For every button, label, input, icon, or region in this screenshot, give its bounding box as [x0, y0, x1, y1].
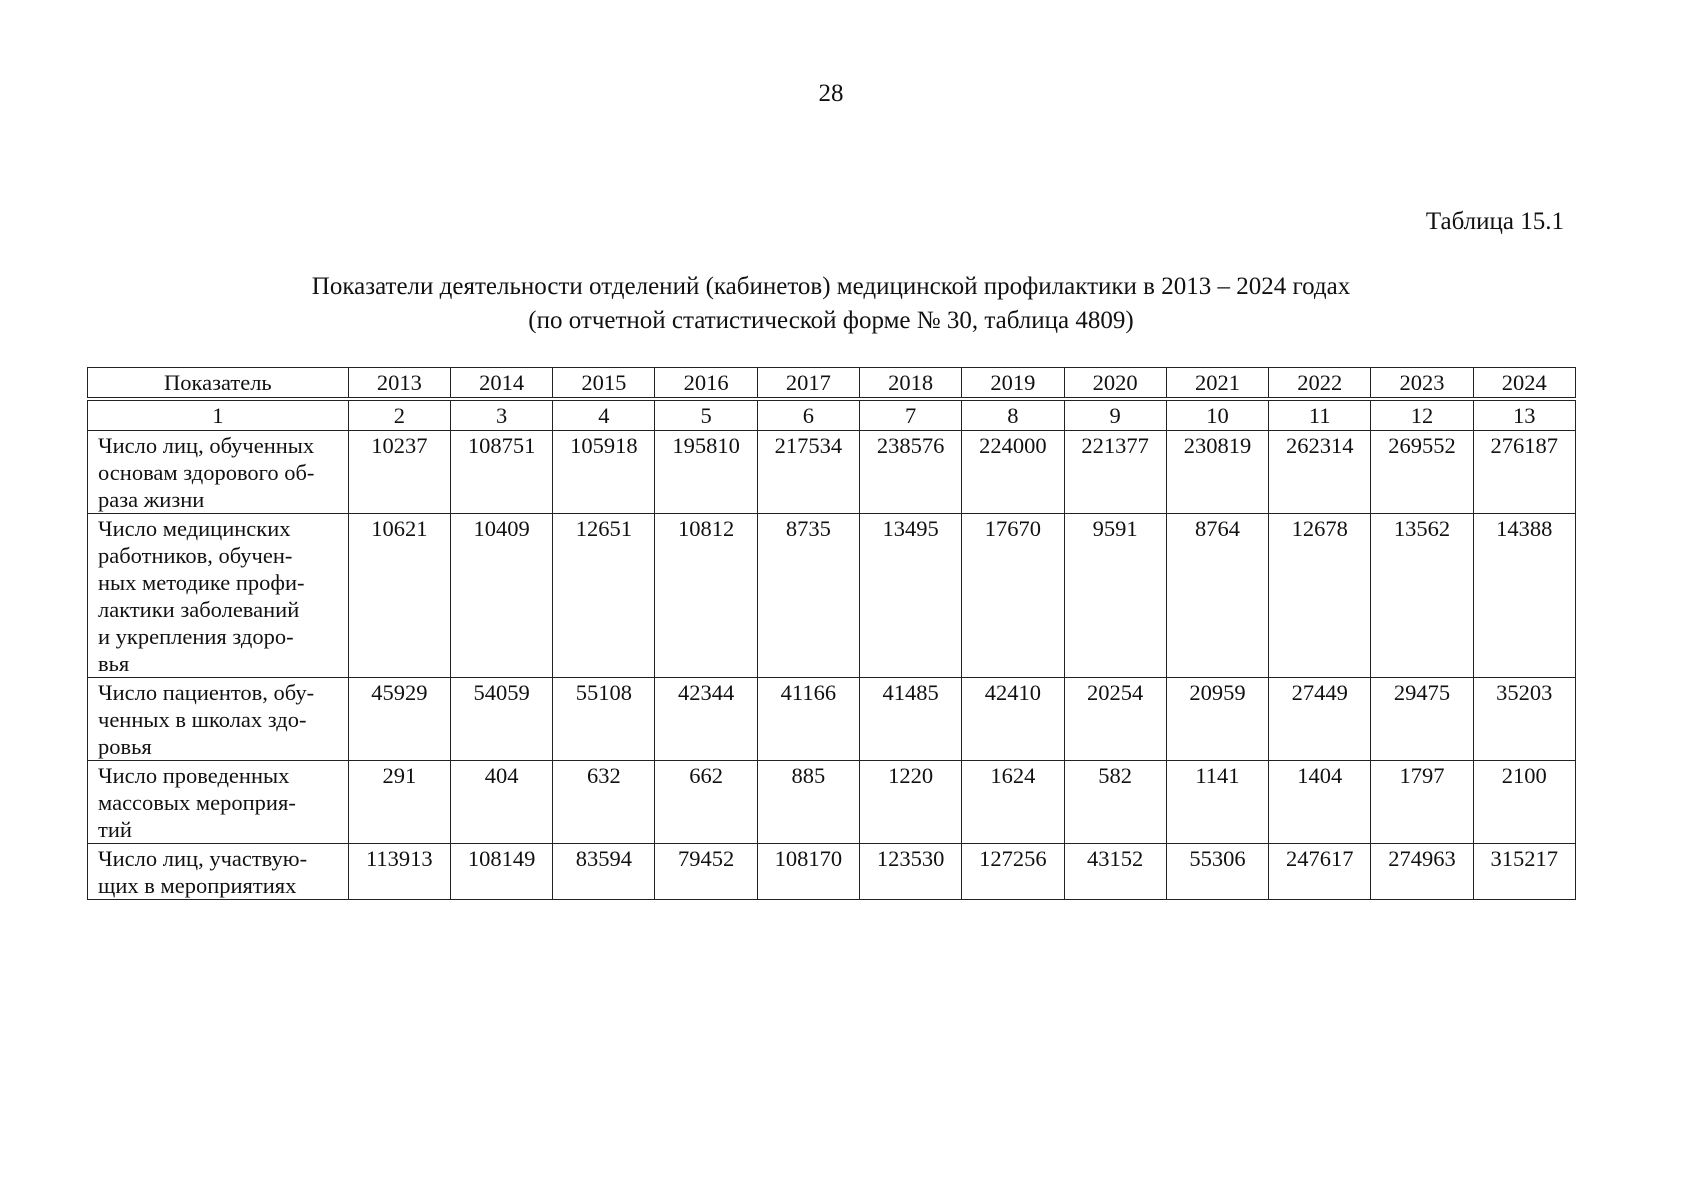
value-cell: 238576 [860, 431, 962, 514]
table-row [88, 514, 1576, 678]
column-number-cell: 11 [1269, 401, 1371, 431]
value-cell: 662 [655, 761, 757, 844]
table-row [88, 761, 1576, 844]
value-cell: 113913 [348, 844, 450, 900]
row-label: Число медицинских работников, обучен- ных методике профи- лактики заболеваний и укрепления здоро- вья [88, 514, 349, 678]
table-title [88, 270, 1574, 338]
column-number-cell: 2 [348, 401, 450, 431]
value-cell: 55108 [553, 678, 655, 761]
header-cell: 2023 [1371, 368, 1473, 398]
header-cell: Показатель [88, 368, 349, 398]
column-number-cell: 12 [1371, 401, 1473, 431]
value-cell: 276187 [1473, 431, 1575, 514]
table-row [88, 844, 1576, 900]
statistics-table [87, 367, 1576, 900]
value-cell: 404 [450, 761, 552, 844]
value-cell: 41485 [860, 678, 962, 761]
value-cell: 12678 [1269, 514, 1371, 678]
value-cell: 42344 [655, 678, 757, 761]
header-cell: 2019 [962, 368, 1064, 398]
value-cell: 108149 [450, 844, 552, 900]
header-cell: 2024 [1473, 368, 1575, 398]
value-cell: 247617 [1269, 844, 1371, 900]
value-cell: 54059 [450, 678, 552, 761]
column-number-cell: 9 [1064, 401, 1166, 431]
value-cell: 29475 [1371, 678, 1473, 761]
table-title-line-1: Показатели деятельности отделений (кабинетов) медицинской профилактики в 2013 – 2024 годах [311, 273, 1351, 300]
value-cell: 291 [348, 761, 450, 844]
value-cell: 10812 [655, 514, 757, 678]
value-cell: 582 [1064, 761, 1166, 844]
value-cell: 1141 [1166, 761, 1268, 844]
header-cell: 2022 [1269, 368, 1371, 398]
table-label: Таблица 15.1 [1425, 208, 1564, 235]
header-cell: 2021 [1166, 368, 1268, 398]
value-cell: 41166 [757, 678, 859, 761]
value-cell: 8735 [757, 514, 859, 678]
value-cell: 17670 [962, 514, 1064, 678]
value-cell: 12651 [553, 514, 655, 678]
value-cell: 42410 [962, 678, 1064, 761]
value-cell: 20959 [1166, 678, 1268, 761]
value-cell: 885 [757, 761, 859, 844]
value-cell: 14388 [1473, 514, 1575, 678]
value-cell: 8764 [1166, 514, 1268, 678]
value-cell: 269552 [1371, 431, 1473, 514]
value-cell: 43152 [1064, 844, 1166, 900]
row-label: Число пациентов, обу- ченных в школах здо- ровья [88, 678, 349, 761]
value-cell: 1624 [962, 761, 1064, 844]
header-cell: 2013 [348, 368, 450, 398]
page-number: 28 [818, 80, 844, 107]
value-cell: 1404 [1269, 761, 1371, 844]
table-title-line-2: (по отчетной статистической форме № 30, таблица 4809) [528, 307, 1134, 334]
value-cell: 230819 [1166, 431, 1268, 514]
column-number-cell: 1 [88, 401, 349, 431]
value-cell: 105918 [553, 431, 655, 514]
header-row [88, 368, 1576, 398]
value-cell: 195810 [655, 431, 757, 514]
header-cell: 2020 [1064, 368, 1166, 398]
value-cell: 45929 [348, 678, 450, 761]
value-cell: 1220 [860, 761, 962, 844]
value-cell: 123530 [860, 844, 962, 900]
column-number-cell: 6 [757, 401, 859, 431]
value-cell: 315217 [1473, 844, 1575, 900]
value-cell: 632 [553, 761, 655, 844]
value-cell: 20254 [1064, 678, 1166, 761]
value-cell: 221377 [1064, 431, 1166, 514]
value-cell: 108170 [757, 844, 859, 900]
value-cell: 10237 [348, 431, 450, 514]
value-cell: 79452 [655, 844, 757, 900]
column-number-cell: 5 [655, 401, 757, 431]
row-label: Число проведенных массовых мероприя- тий [88, 761, 349, 844]
column-number-cell: 3 [450, 401, 552, 431]
column-number-cell: 13 [1473, 401, 1575, 431]
value-cell: 55306 [1166, 844, 1268, 900]
column-number-row [88, 401, 1576, 431]
column-number-cell: 10 [1166, 401, 1268, 431]
value-cell: 83594 [553, 844, 655, 900]
row-label: Число лиц, обученных основам здорового об- раза жизни [88, 431, 349, 514]
value-cell: 224000 [962, 431, 1064, 514]
value-cell: 13495 [860, 514, 962, 678]
row-label: Число лиц, участвую- щих в мероприятиях [88, 844, 349, 900]
value-cell: 10409 [450, 514, 552, 678]
column-number-cell: 8 [962, 401, 1064, 431]
header-cell: 2016 [655, 368, 757, 398]
value-cell: 274963 [1371, 844, 1473, 900]
value-cell: 9591 [1064, 514, 1166, 678]
value-cell: 13562 [1371, 514, 1473, 678]
header-cell: 2018 [860, 368, 962, 398]
value-cell: 2100 [1473, 761, 1575, 844]
value-cell: 10621 [348, 514, 450, 678]
value-cell: 262314 [1269, 431, 1371, 514]
header-cell: 2014 [450, 368, 552, 398]
header-cell: 2017 [757, 368, 859, 398]
value-cell: 35203 [1473, 678, 1575, 761]
value-cell: 27449 [1269, 678, 1371, 761]
value-cell: 217534 [757, 431, 859, 514]
value-cell: 108751 [450, 431, 552, 514]
table-row [88, 431, 1576, 514]
header-cell: 2015 [553, 368, 655, 398]
column-number-cell: 7 [860, 401, 962, 431]
column-number-cell: 4 [553, 401, 655, 431]
table-row [88, 678, 1576, 761]
value-cell: 1797 [1371, 761, 1473, 844]
value-cell: 127256 [962, 844, 1064, 900]
